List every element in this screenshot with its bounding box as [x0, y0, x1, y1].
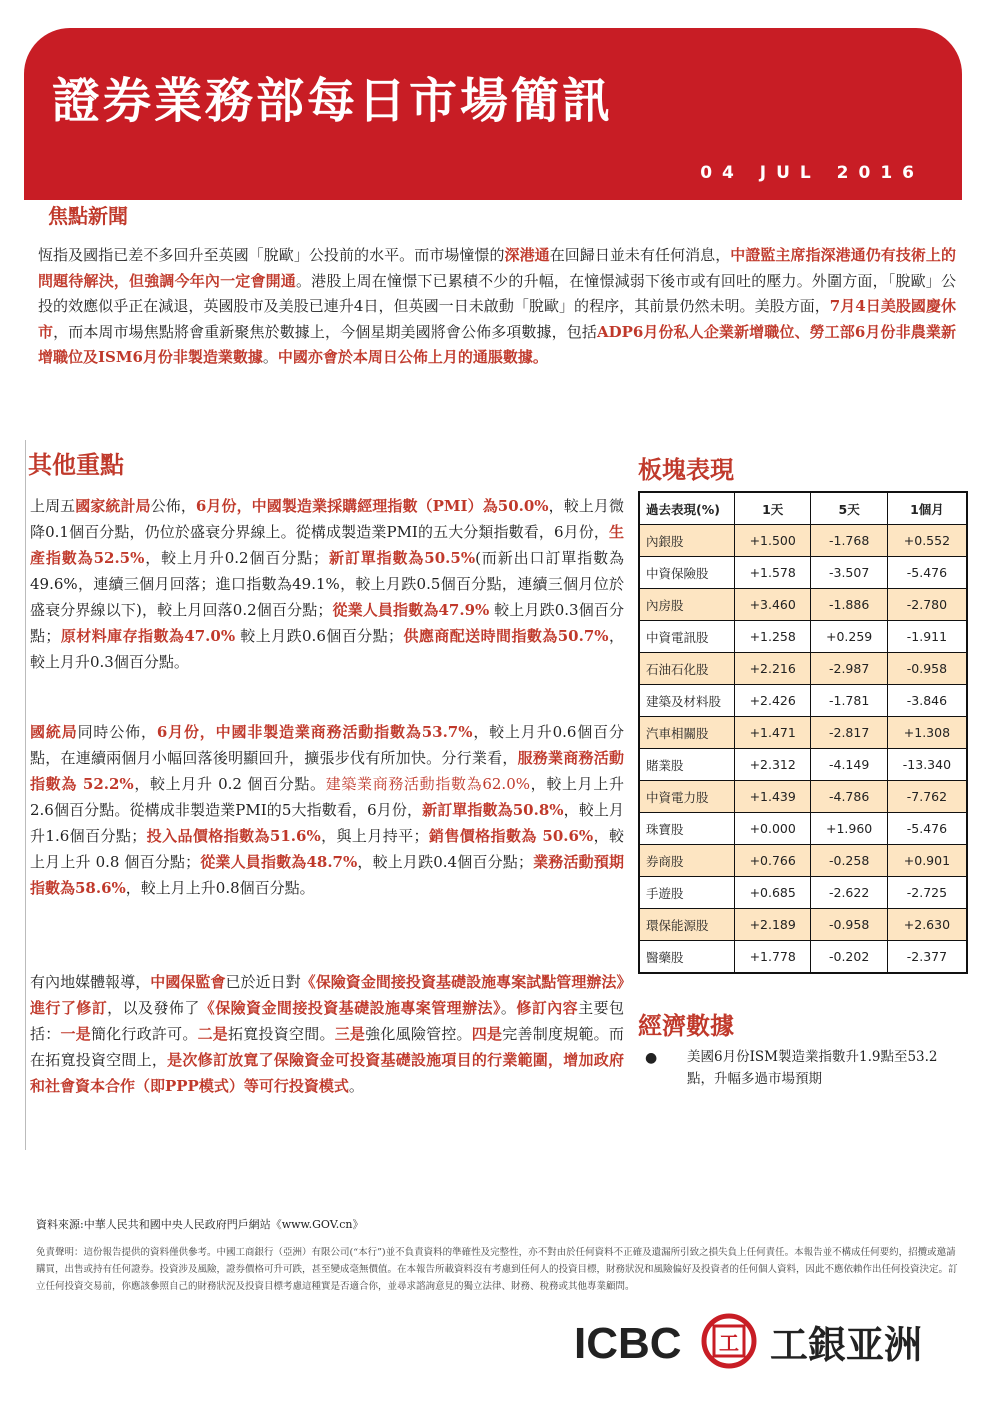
- sector-name-cell: 建築及材料股: [639, 685, 735, 717]
- text-run: 上周五: [30, 497, 76, 515]
- text-run: ，較上月升0.6個百分點，在連續兩個月小幅回落後明顯回升，擴張步伐有所加快。分行業看，: [30, 723, 624, 767]
- performance-cell: -5.476: [887, 813, 967, 845]
- text-run: 恆指及國指已差不多回升至英國「脫歐」公投前的水平。而市場憧憬的: [38, 246, 505, 264]
- performance-cell: -0.958: [887, 653, 967, 685]
- sector-name-cell: 內銀股: [639, 525, 735, 557]
- table-row: [639, 781, 967, 813]
- performance-cell: -0.258: [811, 845, 887, 877]
- sector-name-cell: 珠寶股: [639, 813, 735, 845]
- sector-name-cell: 汽車相關股: [639, 717, 735, 749]
- text-run: ，較上月升 0.2 個百分點。: [133, 775, 326, 793]
- focus-heading: 焦點新聞: [48, 204, 128, 228]
- performance-cell: +3.460: [735, 589, 811, 621]
- highlight-text: 業務活動預期指數為58.6%: [30, 853, 624, 897]
- performance-cell: -1.886: [811, 589, 887, 621]
- performance-cell: -2.622: [811, 877, 887, 909]
- text-run: 。港股上周在憧憬下已累積不少的升幅，在憧憬減弱下後市或有回吐的壓力。外圍方面，「脫歐」公投的效應似乎正在減退，英國股市及美股已連升4日，但英國一日未啟動「脫歐」的程序，其前景仍然未明。美股方面，: [38, 271, 956, 316]
- text-run: 在回歸日並未有任何消息，: [549, 246, 731, 264]
- text-run: ，較上月升0.2個百分點；: [144, 549, 329, 567]
- column-header: 1個月: [887, 492, 967, 525]
- performance-cell: -2.987: [811, 653, 887, 685]
- performance-cell: -0.202: [811, 941, 887, 974]
- logo-seal-glyph: 工: [719, 1331, 739, 1355]
- text-run: ，較上月升1.6個百分點；: [30, 801, 624, 845]
- sector-name-cell: 中資電力股: [639, 781, 735, 813]
- highlight-text: 原材料庫存指數為47.0%: [60, 627, 236, 645]
- text-run: 簡化行政許可。: [90, 1025, 198, 1043]
- performance-cell: +1.500: [735, 525, 811, 557]
- header-banner: [24, 28, 962, 200]
- text-run: ，以及發佈了: [107, 999, 200, 1017]
- text-run: ，較上月升0.3個百分點。: [30, 627, 624, 671]
- performance-cell: +0.901: [887, 845, 967, 877]
- performance-cell: +2.312: [735, 749, 811, 781]
- performance-cell: -0.958: [811, 909, 887, 941]
- highlight-text: 6月份，中國製造業採購經理指數（PMI）為50.0%: [195, 497, 549, 515]
- column-header: 1天: [735, 492, 811, 525]
- pmi-non-manufacturing-paragraph: [30, 719, 624, 901]
- highlight-text: 深港通: [504, 246, 550, 264]
- highlight-text: 投入品價格指數為51.6%: [146, 827, 321, 845]
- highlight-text: 中國亦會於本周日公佈上月的通脹數據。: [277, 348, 548, 367]
- economic-data-text: 美國6月份ISM製造業指數升1.9點至53.2點，升幅多過市場預期: [687, 1049, 938, 1087]
- text-run: ，較上月微降0.1個百分點，仍位於盛衰分界線上。從構成製造業PMI的五大分類指數看，6月份，: [30, 497, 624, 541]
- performance-cell: -2.817: [811, 717, 887, 749]
- performance-cell: -2.725: [887, 877, 967, 909]
- data-source: 資料來源:中華人民共和國中央人民政府門戶網站《www.GOV.cn》: [36, 1218, 364, 1231]
- sector-name-cell: 內房股: [639, 589, 735, 621]
- highlight-text: 一是: [60, 1025, 91, 1043]
- performance-cell: -4.786: [811, 781, 887, 813]
- report-date: 04 JUL 2016: [700, 163, 924, 183]
- highlight-text: 新訂單指數為50.5%: [328, 549, 476, 567]
- performance-cell: +1.578: [735, 557, 811, 589]
- text-run: 。: [262, 348, 278, 367]
- text-run: 有內地媒體報導，: [30, 973, 151, 991]
- highlight-text: 生產指數為52.5%: [30, 523, 624, 567]
- text-run: 較上月跌0.6個百分點；: [235, 627, 404, 645]
- highlight-text: 四是: [471, 1025, 503, 1043]
- economic-data-heading: 經濟數據: [638, 1012, 734, 1040]
- performance-cell: -4.149: [811, 749, 887, 781]
- column-header: 過去表現(%): [639, 492, 735, 525]
- text-run: 較上月跌0.3個百分點；: [30, 601, 625, 645]
- highlight-text: 建築業商務活動指數為62.0%: [325, 775, 530, 793]
- performance-cell: +2.189: [735, 909, 811, 941]
- text-run: 拓寬投資空間。: [228, 1025, 335, 1043]
- focus-news-text: [38, 243, 956, 371]
- sector-table-body: [639, 525, 967, 974]
- text-run: 強化風險管控。: [365, 1025, 472, 1043]
- text-run: ，而本周市場焦點將會重新聚焦於數據上，今個星期美國將會公佈多項數據，包括: [53, 322, 597, 341]
- performance-cell: -3.846: [887, 685, 967, 717]
- highlight-text: 二是: [197, 1025, 229, 1043]
- performance-cell: -3.507: [811, 557, 887, 589]
- performance-cell: +1.778: [735, 941, 811, 974]
- sector-performance-heading: 板塊表現: [638, 456, 734, 484]
- text-run: ，與上月持平；: [320, 827, 429, 845]
- text-run: 主要包括：: [30, 999, 624, 1043]
- sector-name-cell: 券商股: [639, 845, 735, 877]
- performance-cell: +1.308: [887, 717, 967, 749]
- text-run: 同時公佈，: [77, 723, 157, 741]
- performance-cell: +0.766: [735, 845, 811, 877]
- sector-name-cell: 石油石化股: [639, 653, 735, 685]
- text-run: 。: [348, 1077, 364, 1095]
- highlight-text: 銷售價格指數為 50.6%: [428, 827, 594, 845]
- column-divider: [25, 440, 26, 1150]
- performance-cell: +2.216: [735, 653, 811, 685]
- performance-cell: +1.258: [735, 621, 811, 653]
- highlight-text: 從業人員指數為47.9%: [332, 601, 490, 619]
- table-row: [639, 621, 967, 653]
- performance-cell: -2.780: [887, 589, 967, 621]
- performance-cell: -2.377: [887, 941, 967, 974]
- performance-cell: +0.552: [887, 525, 967, 557]
- highlight-text: 7月4日美股國慶休市: [38, 297, 956, 341]
- sector-name-cell: 醫藥股: [639, 941, 735, 974]
- sector-name-cell: 中資保險股: [639, 557, 735, 589]
- table-row: [639, 941, 967, 974]
- performance-cell: +0.000: [735, 813, 811, 845]
- insurance-regulation-paragraph: [30, 969, 624, 1099]
- performance-cell: +2.630: [887, 909, 967, 941]
- sector-name-cell: 賭業股: [639, 749, 735, 781]
- performance-cell: +1.471: [735, 717, 811, 749]
- table-row: [639, 717, 967, 749]
- icbc-asia-logo: [574, 1312, 956, 1372]
- highlight-text: 《保險資金間接投資基礎設施專案管理辦法》: [199, 999, 501, 1017]
- sector-name-cell: 中資電訊股: [639, 621, 735, 653]
- highlight-text: 《保險資金間接投資基礎設施專案試點管理辦法》進行了修訂: [30, 973, 624, 1017]
- performance-cell: +1.439: [735, 781, 811, 813]
- highlight-text: 是次修訂放寬了保險資金可投資基礎設施項目的行業範圍，增加政府和社會資本合作（即PPP模式）等可行投資模式: [30, 1051, 624, 1095]
- bullet-icon: ●: [645, 1050, 658, 1066]
- performance-cell: -1.781: [811, 685, 887, 717]
- text-run: 。: [500, 999, 517, 1017]
- text-run: 完善制度規範。而在拓寬投資空間上，: [30, 1025, 624, 1069]
- text-run: 公佈，: [150, 497, 196, 515]
- sector-performance-table: [638, 491, 968, 974]
- highlight-text: 6月份，中國非製造業商務活動指數為53.7%: [156, 723, 473, 741]
- highlight-text: ADP6月份私人企業新增職位、勞工部6月份非農業新增職位及ISM6月份非製造業數據: [38, 322, 956, 367]
- highlight-text: 國家統計局: [75, 497, 151, 515]
- table-header-row: [639, 492, 967, 525]
- text-run: 已於近日對: [225, 973, 301, 991]
- logo-chinese-name: 工銀亚洲: [770, 1323, 923, 1367]
- text-run: (而新出口訂單指數為49.6%，連續三個月回落；進口指數為49.1%，較上月跌0.5個百分點，連續三個月位於盛衰分界線以下)，較上月回落0.2個百分點；: [30, 549, 624, 619]
- highlight-text: 從業人員指數為48.7%: [200, 853, 358, 871]
- performance-cell: +2.426: [735, 685, 811, 717]
- other-highlights-heading: 其他重點: [28, 451, 124, 479]
- text-run: ，較上月跌0.4個百分點；: [357, 853, 533, 871]
- table-row: [639, 557, 967, 589]
- text-run: ，較上月上升2.6個百分點。從構成非製造業PMI的5大指數看，6月份，: [30, 775, 624, 819]
- sector-name-cell: 環保能源股: [639, 909, 735, 941]
- text-run: ，較上月上升0.8個百分點。: [125, 879, 315, 897]
- text-run: ，較上月上升 0.8 個百分點；: [30, 827, 624, 871]
- table-row: [639, 813, 967, 845]
- table-row: [639, 525, 967, 557]
- table-row: [639, 877, 967, 909]
- table-row: [639, 685, 967, 717]
- performance-cell: -1.911: [887, 621, 967, 653]
- highlight-text: 國統局: [30, 723, 78, 741]
- performance-cell: -13.340: [887, 749, 967, 781]
- sector-name-cell: 手遊股: [639, 877, 735, 909]
- column-header: 5天: [811, 492, 887, 525]
- highlight-text: 修訂內容: [516, 999, 579, 1017]
- disclaimer: 免責聲明：這份報告提供的資料僅供參考。中國工商銀行（亞洲）有限公司(“本行”)並不負責資料的準確性及完整性，亦不對由於任何資料不正確及遺漏所引致之損失負上任何責任。本報告並不構成任何要約，招攬或邀請購買，出售或持有任何證券。投資涉及風險，證券價格可升可跌，甚至變成毫無價值。在本報告所載資料沒有考慮到任何人的投資目標，財務狀況和風險偏好及投資者的任何個人資料，因此不應依賴作出任何投資決定。訂立任何投資交易前，你應該參照自己的財務狀況及投資目標考慮這種實是否適合你，並尋求諮詢意見的獨立法律、財務、稅務或其他專業顧問。: [36, 1247, 958, 1292]
- performance-cell: -5.476: [887, 557, 967, 589]
- table-row: [639, 845, 967, 877]
- performance-cell: -7.762: [887, 781, 967, 813]
- table-row: [639, 749, 967, 781]
- highlight-text: 中國保監會: [150, 973, 226, 991]
- performance-cell: +0.259: [811, 621, 887, 653]
- logo-wordmark: ICBC: [574, 1319, 682, 1368]
- pmi-manufacturing-paragraph: [30, 493, 624, 675]
- performance-cell: +0.685: [735, 877, 811, 909]
- highlight-text: 三是: [334, 1025, 366, 1043]
- highlight-text: 中證監主席指深港通仍有技術上的問題待解決，但強調今年內一定會開通: [38, 246, 956, 290]
- table-row: [639, 589, 967, 621]
- table-row: [639, 909, 967, 941]
- highlight-text: 服務業商務活動指數為 52.2%: [30, 749, 624, 793]
- highlight-text: 供應商配送時間指數為50.7%: [403, 627, 609, 645]
- table-row: [639, 653, 967, 685]
- performance-cell: -1.768: [811, 525, 887, 557]
- performance-cell: +1.960: [811, 813, 887, 845]
- report-title: 證券業務部每日市場簡訊: [52, 73, 614, 129]
- highlight-text: 新訂單指數為50.8%: [422, 801, 564, 819]
